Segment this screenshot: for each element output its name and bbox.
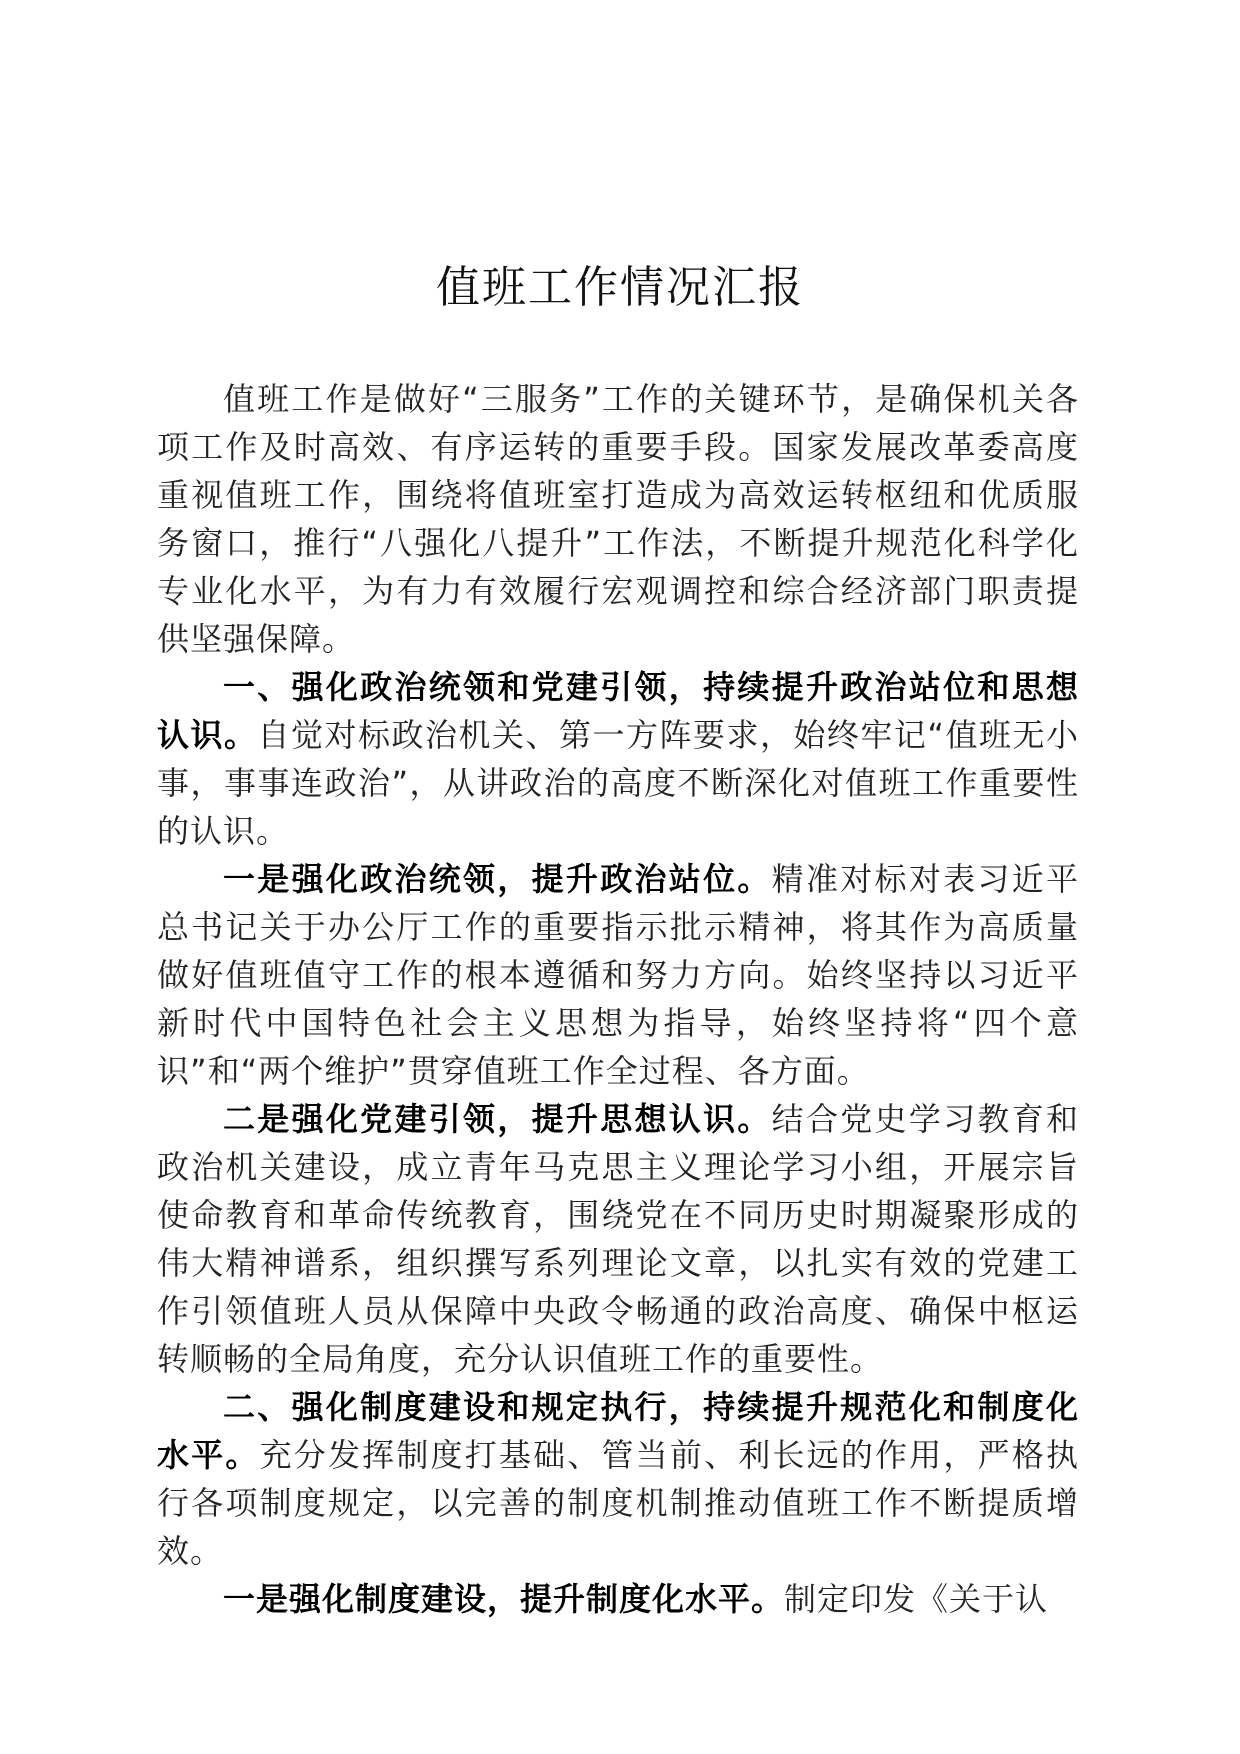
item-heading: 一是强化政治统领，提升政治站位。 [223,860,772,898]
paragraph-text: 自觉对标政治机关、第一方阵要求，始终牢记“值班无小事，事事连政治”，从讲政治的高度不断深化对值班工作重要性的认识。 [157,716,1079,850]
item-heading: 一是强化制度建设，提升制度化水平。 [223,1580,785,1618]
paragraph-text: 制定印发《关于认 [784,1580,1049,1618]
paragraph-section-1 [157,663,1079,855]
document-body [157,375,1079,1623]
section-heading-1: 一、强化政治统领和党建引领，持续提升政治站位和思想认识。 [157,668,1079,754]
paragraph-section-2-item-1 [157,1575,1079,1623]
paragraph-text: 值班工作是做好“三服务”工作的关键环节，是确保机关各项工作及时高效、有序运转的重要手段。国家发展改革委高度重视值班工作，围绕将值班室打造成为高效运转枢纽和优质服务窗口，推行“八强化八提升”工作法，不断提升规范化科学化专业化水平，为有力有效履行宏观调控和综合经济部门职责提供坚强保障。 [157,380,1079,658]
paragraph-intro [157,375,1079,663]
paragraph-text: 结合党史学习教育和政治机关建设，成立青年马克思主义理论学习小组，开展宗旨使命教育和革命传统教育，围绕党在不同历史时期凝聚形成的伟大精神谱系，组织撰写系列理论文章，以扎实有效的党建工作引领值班人员从保障中央政令畅通的政治高度、确保中枢运转顺畅的全局角度，充分认识值班工作的重要性。 [157,1100,1079,1378]
paragraph-text: 精准对标对表习近平总书记关于办公厅工作的重要指示批示精神，将其作为高质量做好值班值守工作的根本遵循和努力方向。始终坚持以习近平新时代中国特色社会主义思想为指导，始终坚持将“四个意识”和“两个维护”贯穿值班工作全过程、各方面。 [157,860,1079,1090]
item-heading: 二是强化党建引领，提升思想认识。 [223,1100,772,1138]
document-title: 值班工作情况汇报 [436,262,804,313]
paragraph-section-2 [157,1383,1079,1575]
paragraph-text: 充分发挥制度打基础、管当前、利长远的作用，严格执行各项制度规定，以完善的制度机制推动值班工作不断提质增效。 [157,1436,1079,1570]
paragraph-section-1-item-1 [157,855,1079,1095]
paragraph-section-1-item-2 [157,1095,1079,1383]
section-heading-2: 二、强化制度建设和规定执行，持续提升规范化和制度化水平。 [157,1388,1079,1474]
